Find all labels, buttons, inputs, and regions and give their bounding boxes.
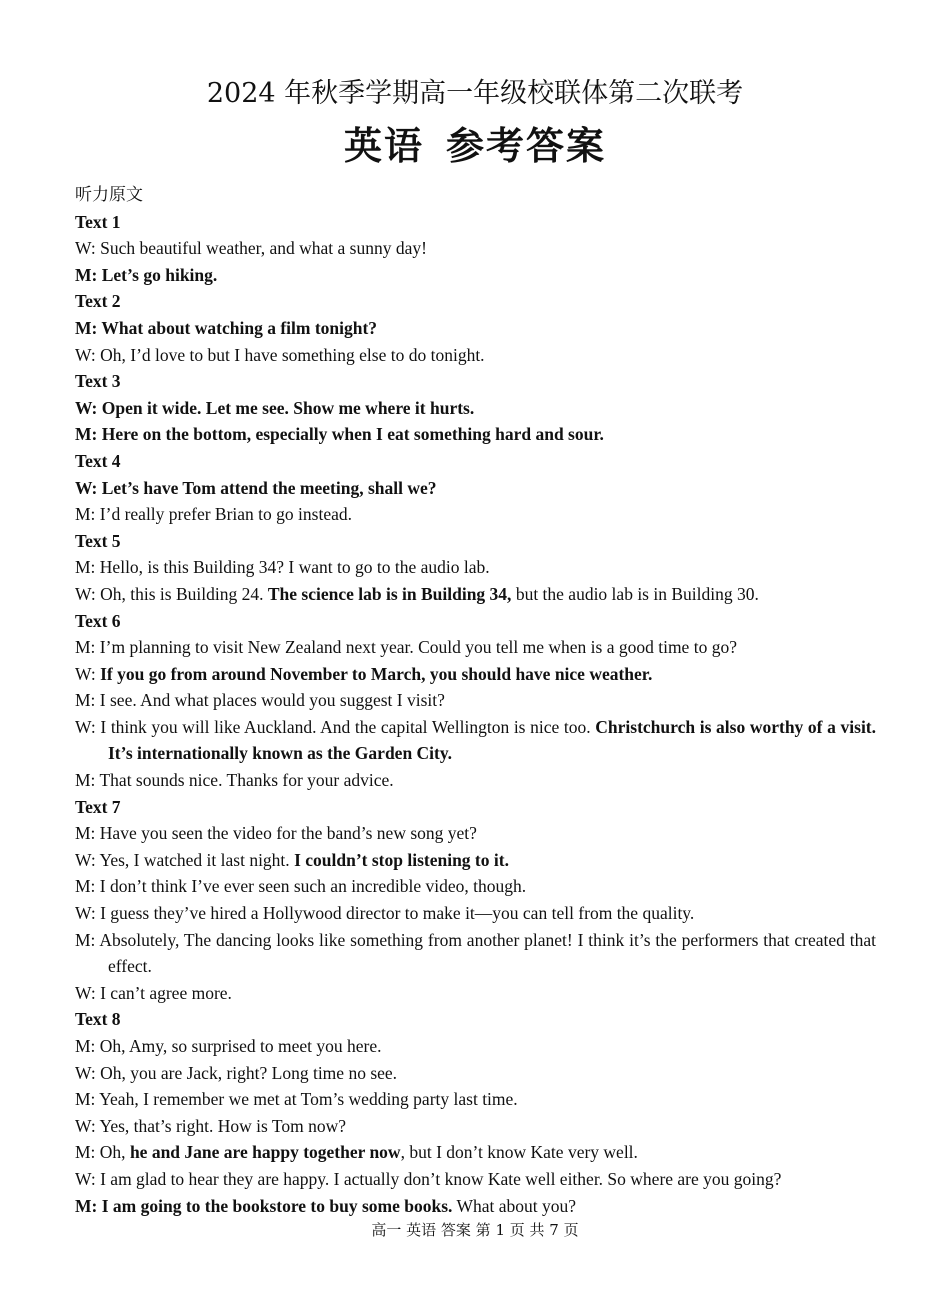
dialogue-text: , but I don’t know Kate very well.: [400, 1142, 638, 1163]
text-heading: Text 7: [75, 796, 121, 817]
text-heading: Text 6: [75, 610, 121, 631]
dialogue-line: [75, 847, 876, 874]
texts-list: [75, 209, 876, 1220]
dialogue-line: [75, 900, 876, 927]
text-section: [75, 528, 876, 608]
dialogue-text: but the audio lab is in Building 30.: [511, 583, 759, 604]
text-heading: Text 3: [75, 371, 121, 392]
dialogue-line: [75, 1033, 876, 1060]
dialogue-line: [75, 1139, 876, 1166]
subtitle-answer-key: 参考答案: [446, 124, 607, 168]
dialogue-text: W: Yes, I watched it last night.: [75, 849, 295, 870]
key-phrase: W: Let’s have Tom attend the meeting, shall we?: [75, 477, 437, 498]
text-heading: Text 5: [75, 530, 121, 551]
dialogue-text: W: I guess they’ve hired a Hollywood director to make it—you can tell from the quality.: [75, 903, 695, 924]
dialogue-line: [75, 554, 876, 581]
text-section: [75, 1006, 876, 1219]
key-phrase: If you go from around November to March, you should have nice weather.: [100, 663, 653, 684]
text-heading: Text 1: [75, 211, 121, 232]
key-phrase: M: What about watching a film tonight?: [75, 317, 378, 338]
dialogue-line: [75, 501, 876, 528]
dialogue-line: [75, 687, 876, 714]
text-heading: Text 4: [75, 450, 121, 471]
dialogue-text: M: I don’t think I’ve ever seen such an incredible video, though.: [75, 876, 527, 897]
text-section: [75, 368, 876, 448]
dialogue-text: W: Such beautiful weather, and what a sunny day!: [75, 238, 427, 259]
dialogue-line: [75, 1060, 876, 1087]
dialogue-text: M: I see. And what places would you suggest I visit?: [75, 690, 445, 711]
key-phrase: M: I am going to the bookstore to buy some books.: [75, 1195, 453, 1216]
dialogue-line: [75, 1113, 876, 1140]
dialogue-line: [75, 980, 876, 1007]
transcript-body: [75, 182, 876, 1219]
dialogue-text: W: I think you will like Auckland. And the capital Wellington is nice too.: [75, 716, 596, 737]
dialogue-text: W: Oh, I’d love to but I have something else to do tonight.: [75, 344, 485, 365]
dialogue-text: M: I’d really prefer Brian to go instead.: [75, 504, 352, 525]
dialogue-line: [75, 262, 876, 289]
dialogue-line: [75, 342, 876, 369]
dialogue-text: W: Oh, this is Building 24.: [75, 583, 268, 604]
dialogue-text: M: Yeah, I remember we met at Tom’s wedding party last time.: [75, 1089, 518, 1110]
dialogue-line: [75, 927, 876, 980]
dialogue-text: M: That sounds nice. Thanks for your advice.: [75, 770, 394, 791]
dialogue-line: [75, 581, 876, 608]
text-section: [75, 794, 876, 1007]
dialogue-text: W: I can’t agree more.: [75, 982, 232, 1003]
dialogue-text: What about you?: [452, 1195, 577, 1216]
subtitle-subject: 英语: [343, 124, 424, 168]
dialogue-text: M: Have you seen the video for the band’s new song yet?: [75, 823, 477, 844]
text-heading: Text 8: [75, 1009, 121, 1030]
dialogue-text: M: Oh, Amy, so surprised to meet you here.: [75, 1036, 382, 1056]
key-phrase: M: Let’s go hiking.: [75, 264, 218, 285]
dialogue-line: [75, 714, 876, 767]
page-footer: 高一 英语 答案 第 1 页 共 7 页: [371, 1221, 579, 1239]
dialogue-text: M: Oh,: [75, 1142, 130, 1163]
key-phrase: I couldn’t stop listening to it.: [294, 849, 509, 870]
text-heading: Text 2: [75, 291, 121, 312]
dialogue-line: [75, 235, 876, 262]
dialogue-text: M: Absolutely, The dancing looks like something from another planet! I think it’s the performers that created that effect.: [75, 929, 876, 977]
dialogue-text: W: Yes, that’s right. How is Tom now?: [75, 1115, 347, 1136]
text-section: [75, 448, 876, 528]
key-phrase: M: Here on the bottom, especially when I eat something hard and sour.: [75, 424, 604, 445]
dialogue-line: [75, 661, 876, 688]
dialogue-line: [75, 820, 876, 847]
text-section: [75, 608, 876, 794]
text-section: [75, 288, 876, 368]
dialogue-line: [75, 475, 876, 502]
dialogue-text: W:: [75, 663, 101, 684]
dialogue-line: [75, 421, 876, 448]
dialogue-text: M: I’m planning to visit New Zealand next year. Could you tell me when is a good time to go?: [75, 637, 737, 658]
text-section: [75, 209, 876, 289]
dialogue-line: [75, 315, 876, 342]
key-phrase: Christchurch is also worthy of a visit. It’s internationally known as the Garden City.: [108, 716, 877, 764]
key-phrase: The science lab is in Building 34,: [267, 583, 512, 604]
dialogue-line: [75, 873, 876, 900]
dialogue-line: [75, 1166, 876, 1193]
section-label: 听力原文: [75, 185, 143, 205]
dialogue-text: M: Hello, is this Building 34? I want to go to the audio lab.: [75, 557, 490, 578]
dialogue-text: W: I am glad to hear they are happy. I actually don’t know Kate well either. So where are you going?: [75, 1168, 782, 1189]
dialogue-text: W: Oh, you are Jack, right? Long time no see.: [75, 1062, 398, 1083]
dialogue-line: [75, 1193, 876, 1220]
key-phrase: he and Jane are happy together now: [129, 1142, 401, 1163]
document-subtitle: [0, 122, 950, 170]
dialogue-line: [75, 634, 876, 661]
document-title: 2024 年秋季学期高一年级校联体第二次联考: [206, 78, 744, 109]
dialogue-line: [75, 1086, 876, 1113]
dialogue-line: [75, 395, 876, 422]
dialogue-line: [75, 767, 876, 794]
key-phrase: W: Open it wide. Let me see. Show me where it hurts.: [75, 397, 475, 418]
